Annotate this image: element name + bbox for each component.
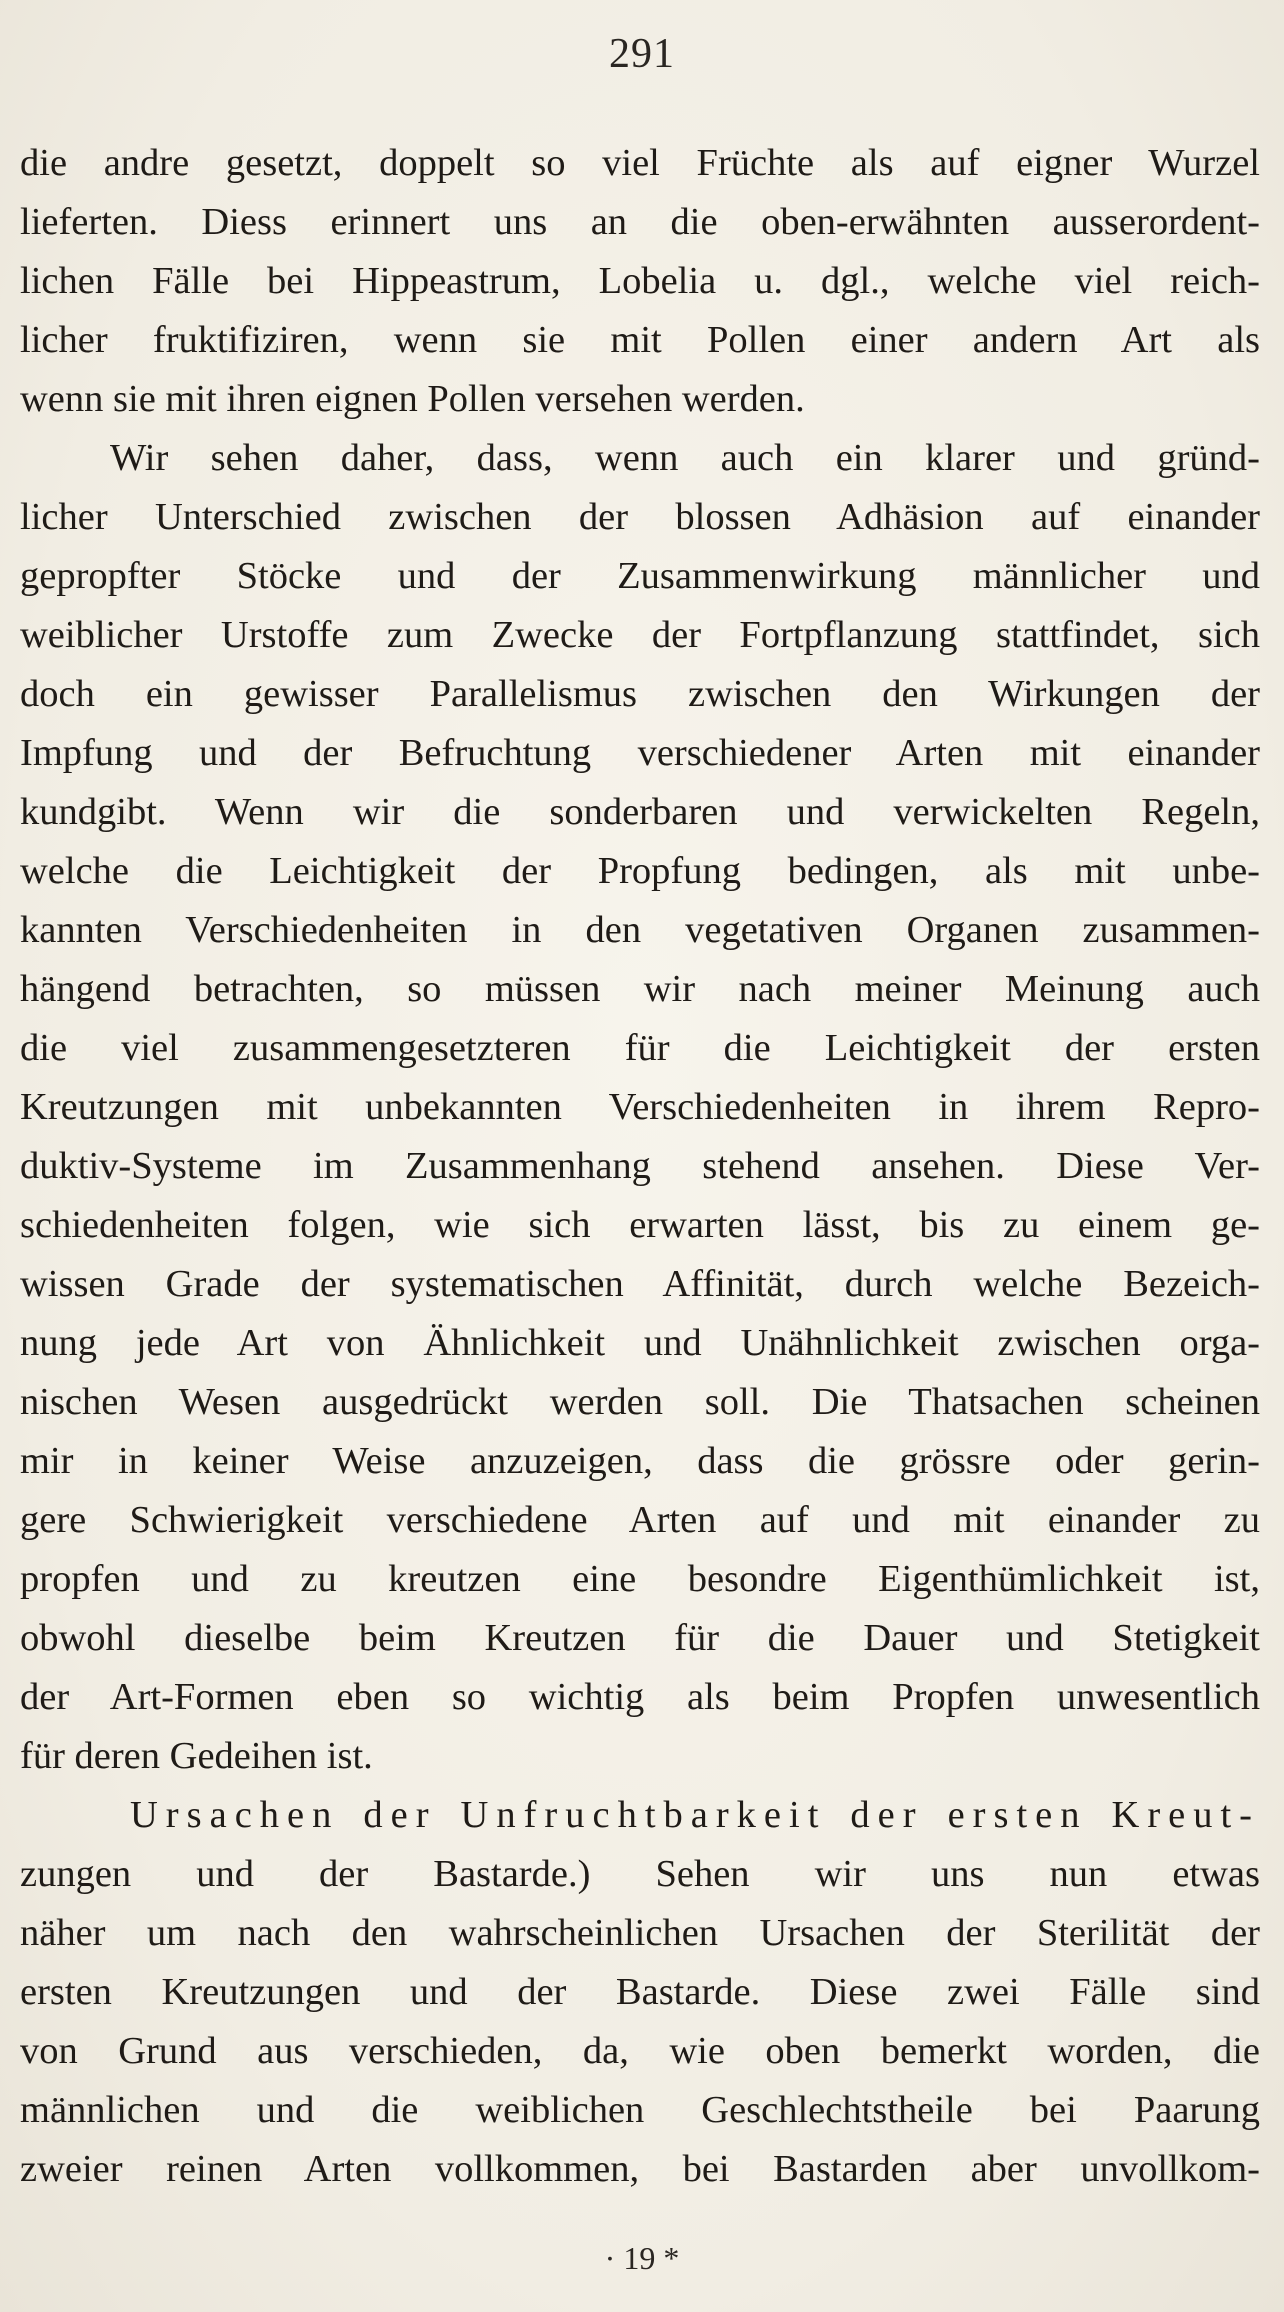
text-line: gepropfter Stöcke und der Zusammenwirkung männlicher und	[20, 555, 1260, 597]
text-line: lichen Fälle bei Hippeastrum, Lobelia u. dgl., welche viel reich-	[20, 260, 1260, 302]
text-line: licher Unterschied zwischen der blossen Adhäsion auf einander	[20, 496, 1260, 538]
text-line: wissen Grade der systematischen Affinität, durch welche Bezeich-	[20, 1263, 1260, 1305]
text-line: propfen und zu kreutzen eine besondre Eigenthümlichkeit ist,	[20, 1558, 1260, 1600]
text-line: der Art-Formen eben so wichtig als beim Propfen unwesentlich	[20, 1676, 1260, 1718]
text-line: Wir sehen daher, dass, wenn auch ein klarer und gründ-	[110, 437, 1260, 479]
text-line: doch ein gewisser Parallelismus zwischen den Wirkungen der	[20, 673, 1260, 715]
text-line: weiblicher Urstoffe zum Zwecke der Fortpflanzung stattfindet, sich	[20, 614, 1260, 656]
text-line: obwohl dieselbe beim Kreutzen für die Dauer und Stetigkeit	[20, 1617, 1260, 1659]
text-line: ersten Kreutzungen und der Bastarde. Diese zwei Fälle sind	[20, 1971, 1260, 2013]
text-line: zweier reinen Arten vollkommen, bei Bastarden aber unvollkom-	[20, 2148, 1260, 2190]
text-line: männlichen und die weiblichen Geschlechtstheile bei Paarung	[20, 2089, 1260, 2131]
body-text	[20, 134, 1260, 2199]
page-number: 291	[609, 31, 675, 77]
text-line: licher fruktifiziren, wenn sie mit Pollen einer andern Art als	[20, 319, 1260, 361]
text-line: von Grund aus verschieden, da, wie oben bemerkt worden, die	[20, 2030, 1260, 2072]
text-line: gere Schwierigkeit verschiedene Arten auf und mit einander zu	[20, 1499, 1260, 1541]
text-line: Impfung und der Befruchtung verschiedener Arten mit einander	[20, 732, 1260, 774]
text-line: kannten Verschiedenheiten in den vegetativen Organen zusammen-	[20, 909, 1260, 951]
text-line: die viel zusammengesetzteren für die Leichtigkeit der ersten	[20, 1027, 1260, 1069]
text-line: mir in keiner Weise anzuzeigen, dass die grössre oder gerin-	[20, 1440, 1260, 1482]
text-line: Kreutzungen mit unbekannten Verschiedenheiten in ihrem Repro-	[20, 1086, 1260, 1128]
sheet-signature: · 19 *	[604, 2240, 680, 2276]
text-line: schiedenheiten folgen, wie sich erwarten lässt, bis zu einem ge-	[20, 1204, 1260, 1246]
text-line: für deren Gedeihen ist.	[20, 1735, 373, 1777]
text-line: hängend betrachten, so müssen wir nach meiner Meinung auch	[20, 968, 1260, 1010]
text-line: lieferten. Diess erinnert uns an die oben-erwähnten ausserordent-	[20, 201, 1260, 243]
text-line: die andre gesetzt, doppelt so viel Früchte als auf eigner Wurzel	[20, 142, 1260, 184]
text-line: zungen und der Bastarde.) Sehen wir uns nun etwas	[20, 1853, 1260, 1895]
text-line: nischen Wesen ausgedrückt werden soll. Die Thatsachen scheinen	[20, 1381, 1260, 1423]
text-line: kundgibt. Wenn wir die sonderbaren und verwickelten Regeln,	[20, 791, 1260, 833]
text-line: nung jede Art von Ähnlichkeit und Unähnlichkeit zwischen orga-	[20, 1322, 1260, 1364]
text-line: näher um nach den wahrscheinlichen Ursachen der Sterilität der	[20, 1912, 1260, 1954]
section-heading-line: Ursachen der Unfruchtbarkeit der ersten Kreut-	[130, 1794, 1260, 1836]
text-line: duktiv-Systeme im Zusammenhang stehend ansehen. Diese Ver-	[20, 1145, 1260, 1187]
text-line: wenn sie mit ihren eignen Pollen versehen werden.	[20, 378, 805, 420]
text-line: welche die Leichtigkeit der Propfung bedingen, als mit unbe-	[20, 850, 1260, 892]
